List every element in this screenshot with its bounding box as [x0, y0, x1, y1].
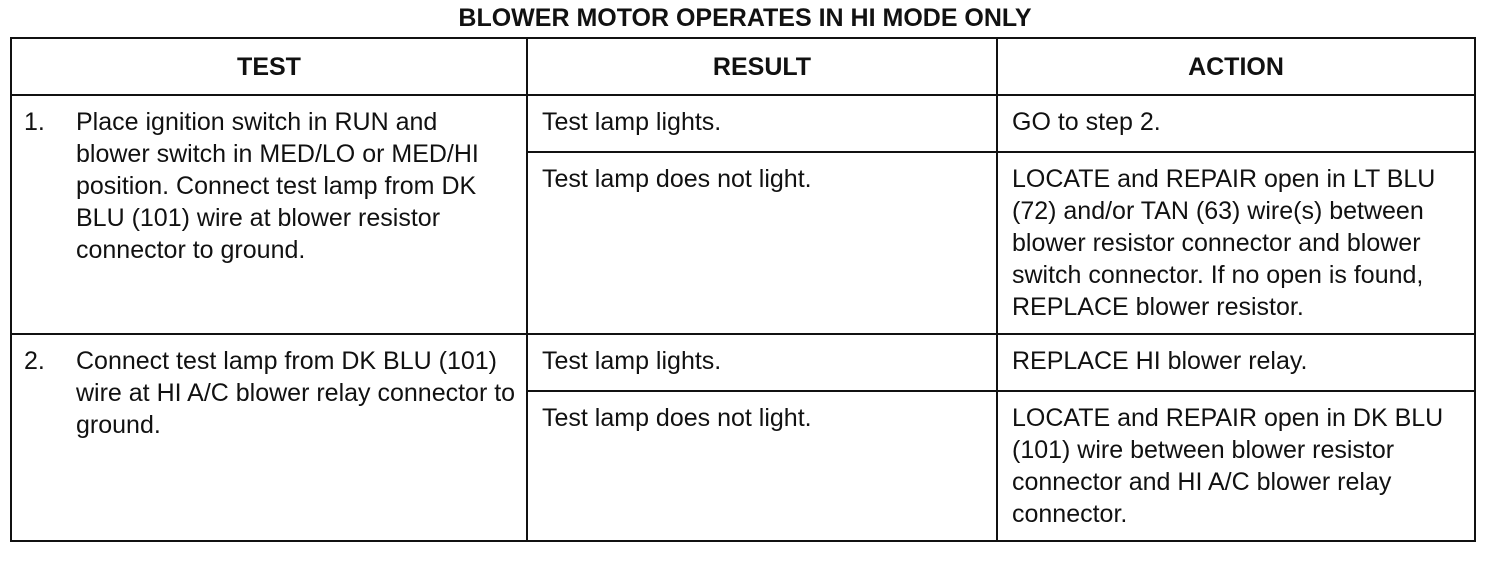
step-number: 2.: [24, 347, 45, 375]
table-row: [11, 95, 1475, 152]
test-cell: [11, 334, 527, 541]
header-action: ACTION: [997, 38, 1475, 95]
test-cell: [11, 95, 527, 334]
result-cell: Test lamp does not light.: [527, 152, 997, 334]
result-cell: Test lamp does not light.: [527, 391, 997, 541]
header-test: TEST: [11, 38, 527, 95]
result-cell: Test lamp lights.: [527, 95, 997, 152]
header-result: RESULT: [527, 38, 997, 95]
action-cell: LOCATE and REPAIR open in LT BLU (72) and/or TAN (63) wire(s) between blower resistor connector and blower switch connector. If no open is found, REPLACE blower resistor.: [997, 152, 1475, 334]
action-cell: GO to step 2.: [997, 95, 1475, 152]
page-title: BLOWER MOTOR OPERATES IN HI MODE ONLY: [458, 4, 1032, 32]
test-description: Connect test lamp from DK BLU (101) wire at HI A/C blower relay connector to ground.: [76, 347, 516, 439]
table-row: [11, 334, 1475, 391]
action-cell: REPLACE HI blower relay.: [997, 334, 1475, 391]
step-number: 1.: [24, 108, 45, 136]
result-cell: Test lamp lights.: [527, 334, 997, 391]
test-description: Place ignition switch in RUN and blower switch in MED/LO or MED/HI position. Connect test lamp from DK BLU (101) wire at blower resistor connector to ground.: [76, 108, 479, 264]
diagnostic-table: [10, 37, 1476, 542]
header-row: [11, 38, 1475, 95]
action-cell: LOCATE and REPAIR open in DK BLU (101) wire between blower resistor connector and HI A/C blower relay connector.: [997, 391, 1475, 541]
